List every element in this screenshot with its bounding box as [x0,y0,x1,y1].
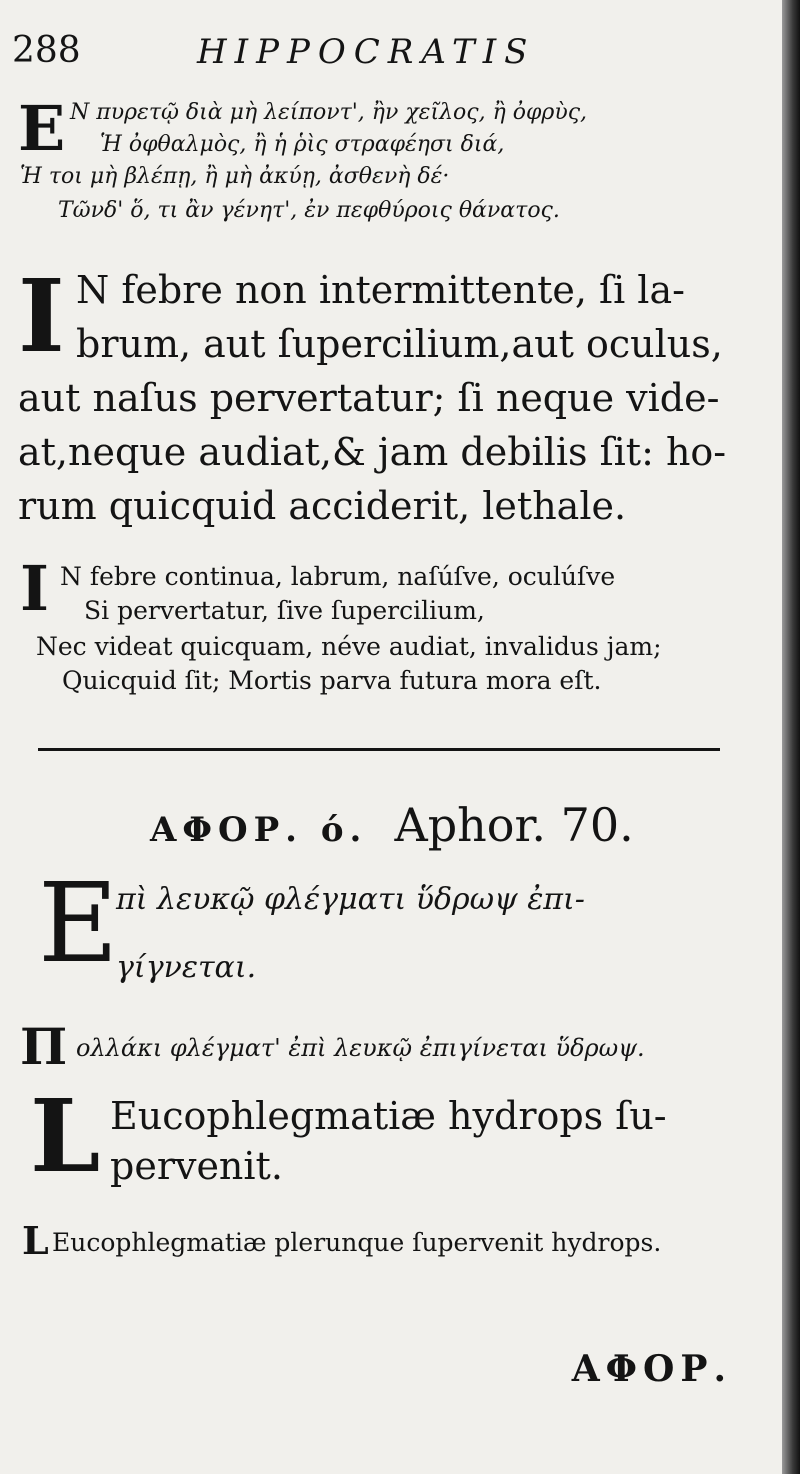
aphorism-heading-greek: ΑΦΟΡ. ό. [150,810,368,850]
greek-verse-2-dropcap: Π [20,1017,68,1076]
latin-prose [0,257,770,532]
greek-aphorism-dropcap: E [38,859,119,987]
latin-verse-line-3: Nec videat quicquam, néve audiat, invalidus jam; [36,632,662,661]
greek-verse-2-line: ολλάκι φλέγματ' ἐπὶ λευκῷ ἐπιγίνεται ὕδρωψ. [76,1034,645,1062]
greek-verse-2 [0,1017,770,1082]
latin-aphorism-dropcap: L [30,1077,101,1195]
catchword: ΑΦΟΡ. [571,1348,732,1390]
greek-verse-line-3: Ἡ τοι μὴ βλέπῃ, ἢ μὴ ἀκύῃ, ἀσθενὴ δέ· [20,164,450,189]
aphorism-heading [150,798,634,852]
running-title: HIPPOCRATIS [197,32,536,72]
latin-prose-line-1: N febre non intermittente, ſi la- [76,268,685,312]
latin-prose-dropcap: I [18,257,65,375]
latin-verse-2 [0,1218,770,1272]
latin-aphorism-line-1: Eucophlegmatiæ hydrops ſu- [110,1094,667,1138]
latin-verse-dropcap: I [20,552,50,625]
greek-aphorism [0,859,770,998]
latin-aphorism-line-2: pervenit. [110,1144,283,1188]
latin-prose-line-5: rum quicquid acciderit, lethale. [18,484,627,528]
latin-verse-line-1: N febre continua, labrum, naſúſve, oculúſve [60,562,616,591]
greek-aphorism-line-2: γίγνεται. [116,950,257,985]
page-header [12,30,752,90]
latin-verse-2-dropcap: L [22,1218,49,1263]
latin-prose-line-2: brum, aut ſupercilium,aut oculus, [76,322,723,366]
aphorism-heading-latin: Aphor. 70. [394,798,634,852]
latin-prose-line-4: at,neque audiat,& jam debilis ſit: ho- [18,430,727,474]
page-number: 288 [12,30,81,71]
section-divider [38,748,720,751]
greek-verse [0,92,770,242]
greek-verse-dropcap: E [18,92,66,165]
latin-verse-2-line: Eucophlegmatiæ plerunque ſupervenit hydrops. [52,1228,662,1257]
greek-verse-line-1: Ν πυρετῷ διὰ μὴ λείποντ', ἢν χεῖλος, ἢ ὀφρὺς, [70,100,588,125]
book-gutter [782,0,800,1474]
latin-prose-line-3: aut naſus pervertatur; ſi neque vide- [18,376,720,420]
latin-verse [0,554,770,714]
latin-verse-line-2: Si pervertatur, ſive ſupercilium, [84,596,485,625]
greek-aphorism-line-1: πὶ λευκῷ φλέγματι ὕδρωψ ἐπι- [116,882,585,917]
latin-verse-line-4: Quicquid ſit; Mortis parva futura mora eſt. [62,666,602,695]
latin-aphorism [0,1077,770,1196]
greek-verse-line-4: Τῶνδ' ὅ, τι ἂν γένητ', ἐν πεφθύροις θάνατος. [58,198,560,223]
greek-verse-line-2: Ἡ ὀφθαλμὸς, ἢ ἡ ῥὶς στραφέησι διά, [100,132,505,157]
